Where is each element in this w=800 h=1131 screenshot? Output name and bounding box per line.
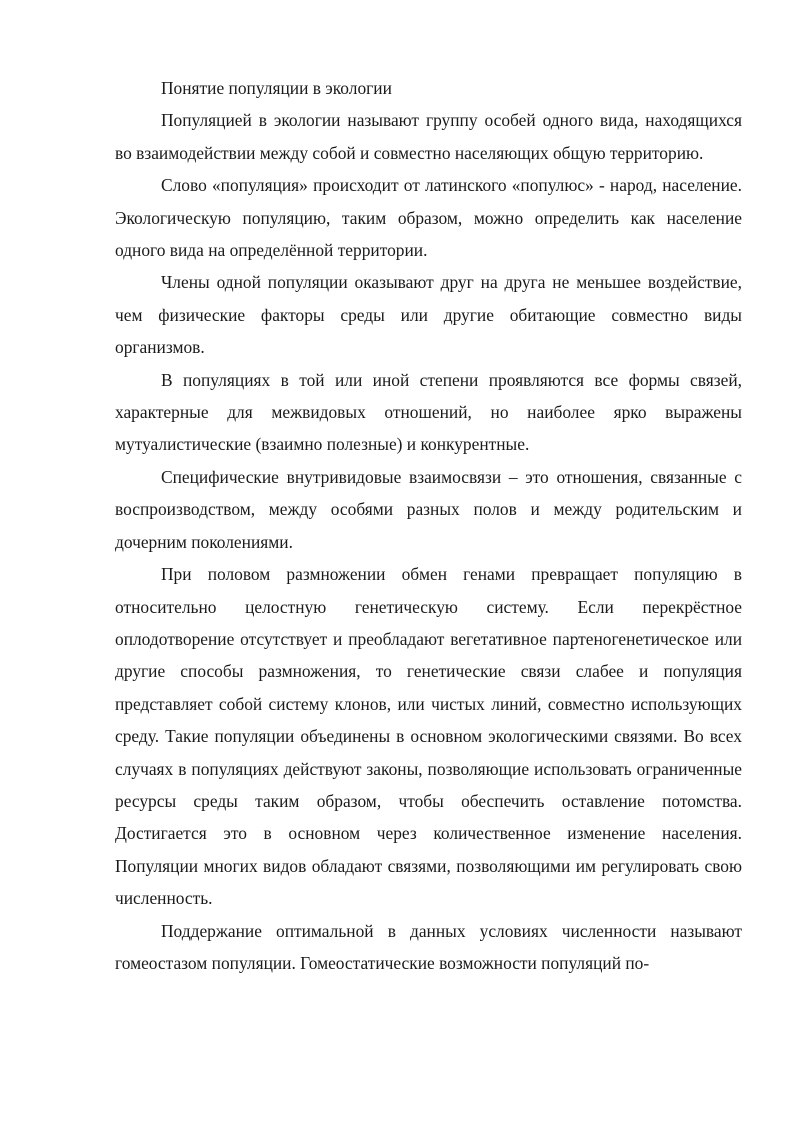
paragraph-population-definition: Популяцией в экологии называют группу особей одного вида, находящихся во взаимодействии между собой и совместно населяющих общую территорию. xyxy=(115,110,742,163)
document-page xyxy=(115,72,742,979)
document-title: Понятие популяции в экологии xyxy=(161,78,392,98)
paragraph-relationship-forms: В популяциях в той или иной степени проявляются все формы связей, характерные для межвидовых отношений, но наиболее ярко выражены мутуалистические (взаимно полезные) и конкурентные. xyxy=(115,369,742,455)
paragraph-reproduction: При половом размножении обмен генами превращает популяцию в относительно целостную генетическую систему. Если перекрёстное оплодотворение отсутствует и преобладают вегетативное партеногенетическое или другие способы размножения, то генетические связи слабее и популяция представляет собой систему клонов, или чистых линий, совместно использующих среду. Такие популяции объединены в основном экологическими связями. Во всех случаях в популяциях действуют законы, позволяющие использовать ограниченные ресурсы среды таким образом, чтобы обеспечить оставление потомства. Достигается это в основном через количественное изменение населения. Популяции многих видов обладают связями, позволяющими им регулировать свою численность. xyxy=(115,564,742,909)
paragraph-intraspecific-relations: Специфические внутривидовые взаимосвязи – это отношения, связанные с воспроизводством, между особями разных полов и между родительским и дочерним поколениями. xyxy=(115,466,742,552)
paragraph-word-origin: Слово «популяция» происходит от латинского «популюс» - народ, население. Экологическую популяцию, таким образом, можно определить как население одного вида на определённой территории. xyxy=(115,175,742,261)
paragraph-homeostasis: Поддержание оптимальной в данных условиях численности называют гомеостазом популяции. Гомеостатические возможности популяций по- xyxy=(115,920,742,973)
paragraph-member-influence: Члены одной популяции оказывают друг на друга не меньшее воздействие, чем физические факторы среды или другие обитающие совместно виды организмов. xyxy=(115,272,742,358)
